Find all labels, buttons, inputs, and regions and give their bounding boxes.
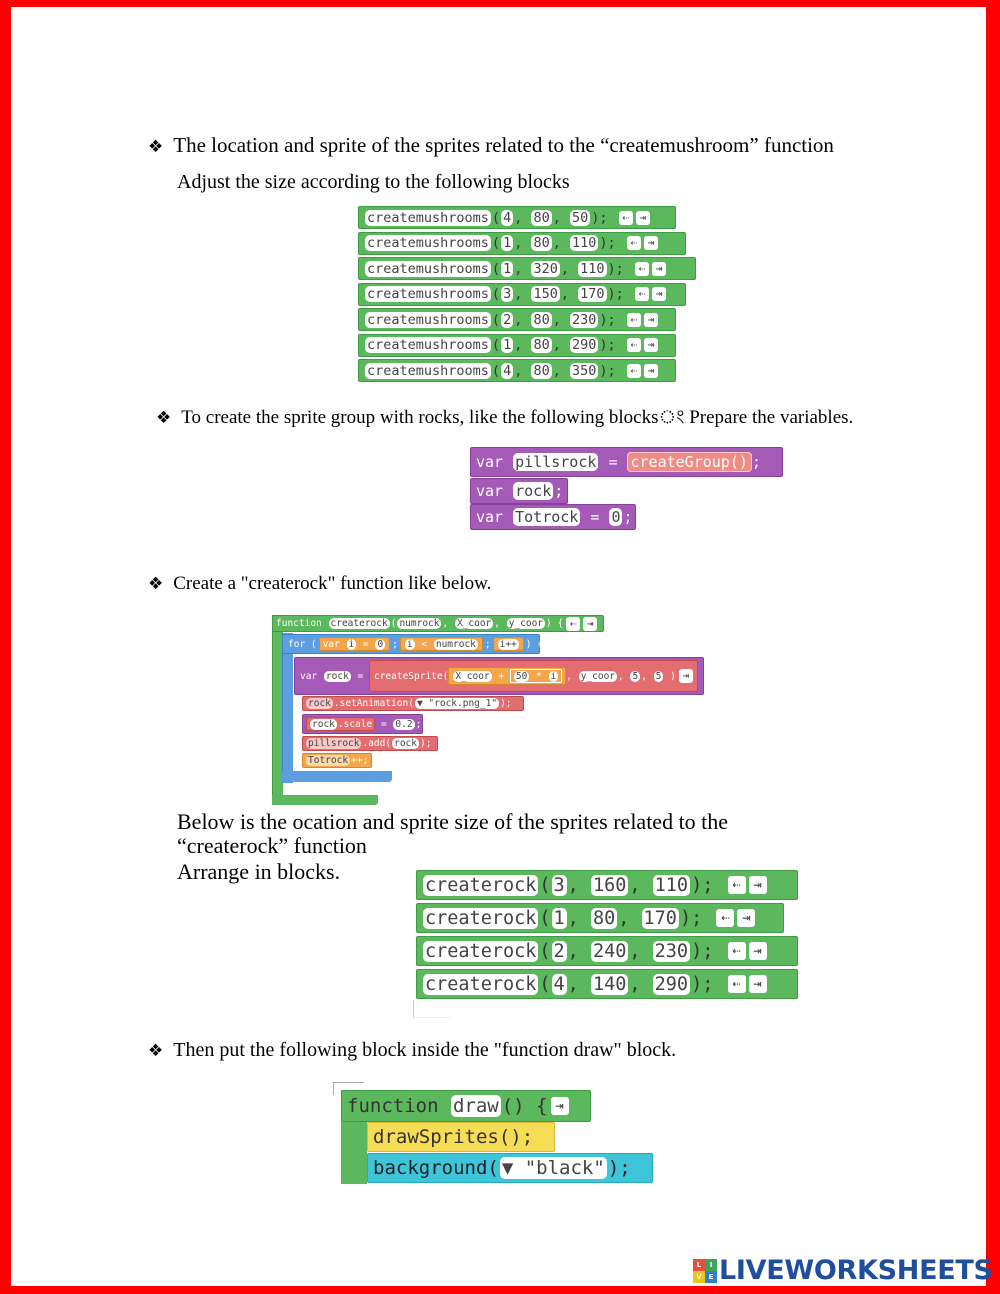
rock-scale-ref[interactable]: rock .scale [306, 717, 375, 731]
param[interactable]: y_coor [508, 618, 544, 629]
arg-x[interactable]: 80 [533, 362, 550, 379]
arg-y[interactable]: 170 [643, 907, 677, 929]
param[interactable]: numrock [399, 618, 440, 629]
arg-y[interactable]: 290 [654, 973, 689, 995]
function-name[interactable]: draw [452, 1095, 499, 1117]
var-rock-createsprite-block[interactable]: var rock = createSprite( X_coor + 50 * i , y_coor , 5 , 5 ) ⇥ ; [294, 657, 704, 695]
for-footer [282, 771, 392, 782]
function-keyword: function [276, 618, 322, 629]
arrow-left-icon[interactable]: ⇠ [635, 287, 649, 301]
arrow-left-icon[interactable]: ⇠ [728, 942, 746, 960]
section1-line1 [148, 133, 834, 158]
arg-count[interactable]: 2 [503, 311, 512, 328]
createrock-block[interactable]: createrock ( 2 , 240 , 230 ); ⇠ ⇥ [416, 936, 798, 966]
section3-text: Create a "createrock" function like below. [173, 573, 492, 594]
for-body-bar [282, 633, 293, 783]
section2-text: To create the sprite group with rocks, like the following blocksং Prepare the variables. [181, 407, 854, 428]
arg-x[interactable]: 140 [592, 973, 627, 995]
function-name[interactable]: createrock [425, 940, 537, 962]
arg-x[interactable]: 80 [533, 337, 550, 353]
function-name[interactable]: createmushrooms [367, 209, 489, 226]
var-pillsrock-block[interactable]: var pillsrock = createGroup() ; [470, 447, 783, 477]
arrow-left-icon[interactable]: ⇠ [716, 909, 734, 927]
section5-line [148, 1039, 676, 1062]
var-name[interactable]: Totrock [515, 508, 579, 526]
function-name[interactable]: createrock [330, 618, 388, 629]
var-keyword: var [300, 670, 318, 682]
arrow-left-icon[interactable]: ⇠ [728, 876, 746, 894]
arg-y[interactable]: 230 [572, 311, 597, 328]
for-keyword: for [288, 638, 306, 650]
arrow-left-icon[interactable]: ⇠ [627, 236, 641, 250]
function-name[interactable]: createmushrooms [367, 286, 489, 302]
arg-y[interactable]: 290 [572, 337, 597, 353]
arrow-right-icon[interactable]: ⇥ [652, 262, 666, 276]
param[interactable]: X_coor [456, 618, 492, 629]
arg-count[interactable]: 4 [553, 973, 565, 995]
x-expression[interactable]: X_coor + 50 * i [448, 667, 566, 685]
createrock-block[interactable]: createrock ( 1 , 80 , 170 ); ⇠ ⇥ [416, 903, 784, 933]
function-keyword: function [347, 1095, 439, 1117]
function-name[interactable]: createrock [425, 973, 537, 995]
function-name[interactable]: createmushrooms [367, 260, 489, 277]
section4-line3: Arrange in blocks. [177, 859, 341, 884]
arrow-left-icon[interactable]: ⇠ [627, 364, 641, 378]
arg-x[interactable]: 240 [592, 940, 627, 962]
create-group-call[interactable]: createGroup() [627, 452, 752, 472]
arg-count[interactable]: 2 [553, 940, 565, 962]
arg-y[interactable]: 170 [580, 286, 605, 302]
arg-x[interactable]: 320 [533, 260, 558, 277]
create-sprite-call[interactable]: createSprite( X_coor + 50 * i , y_coor , 5 , 5 ) ⇥ [369, 660, 698, 692]
function-name[interactable]: createmushrooms [367, 362, 489, 379]
var-name[interactable]: rock [394, 738, 417, 749]
bullet-icon: ❖ [148, 137, 164, 157]
totrock-increment-block[interactable]: Totrock ++; [302, 753, 372, 768]
createrock-block[interactable]: createrock ( 4 , 140 , 290 ); ⇠ ⇥ [416, 969, 798, 999]
createmushrooms-block[interactable]: createmushrooms ( 4 , 80 , 350 ); ⇠ ⇥ [358, 359, 676, 382]
function-name[interactable]: createmushrooms [367, 337, 489, 353]
arg-count[interactable]: 4 [503, 209, 512, 226]
section4-line1: Below is the ocation and sprite size of the sprites related to the [177, 809, 729, 834]
animation-dropdown[interactable]: ▼ "rock.png_1" [416, 698, 498, 709]
function-name[interactable]: createmushrooms [367, 311, 489, 328]
arrow-left-icon[interactable]: ⇠ [728, 975, 746, 993]
function-name[interactable]: createrock [425, 874, 537, 896]
background-block[interactable]: background( ▼ "black" ); [367, 1153, 653, 1183]
var-name[interactable]: pillsrock [515, 453, 597, 471]
var-keyword: var [476, 508, 504, 526]
arg-count[interactable]: 1 [503, 235, 512, 251]
arrow-right-icon[interactable]: ⇥ [749, 975, 767, 993]
scale-value[interactable]: 0.2 [395, 718, 413, 730]
createmushrooms-block[interactable]: createmushrooms ( 1 , 80 , 110 ); ⇠ ⇥ [358, 232, 686, 255]
arg-y[interactable]: 50 [572, 209, 589, 226]
bullet-icon: ❖ [148, 1041, 164, 1061]
arg-count[interactable]: 1 [503, 337, 512, 353]
arrow-right-icon[interactable]: ⇥ [551, 1097, 569, 1115]
arrow-right-icon[interactable]: ⇥ [652, 287, 666, 301]
arrow-left-icon[interactable]: ⇠ [619, 211, 633, 225]
equals-sign: = [608, 453, 618, 471]
logo-letter: V [693, 1271, 705, 1283]
arrow-left-icon[interactable]: ⇠ [627, 338, 641, 352]
section1-line2: Adjust the size according to the following blocks [177, 171, 570, 193]
bullet-icon: ❖ [156, 408, 172, 428]
createrock-block[interactable]: createrock ( 3 , 160 , 110 ); ⇠ ⇥ [416, 870, 798, 900]
arrow-right-icon[interactable]: ⇥ [644, 313, 658, 327]
arrow-right-icon[interactable]: ⇥ [644, 236, 658, 250]
section4-line2: “createrock” function [177, 833, 367, 858]
arg-x[interactable]: 150 [533, 286, 558, 302]
createmushrooms-block[interactable]: createmushrooms ( 3 , 150 , 170 ); ⇠ ⇥ [358, 283, 686, 306]
multiply-expression[interactable]: 50 * i [510, 669, 562, 683]
logo-letter: E [705, 1271, 717, 1283]
var-name[interactable]: rock [515, 482, 552, 500]
arrow-left-icon[interactable]: ⇠ [566, 617, 580, 631]
arrow-right-icon[interactable]: ⇥ [737, 909, 755, 927]
arrow-right-icon[interactable]: ⇥ [644, 338, 658, 352]
rock-blocks-footer [413, 1000, 450, 1018]
for-increment[interactable]: i++ [493, 637, 524, 651]
color-dropdown[interactable]: ▼ "black" [501, 1157, 605, 1179]
number-value[interactable]: 0 [611, 508, 621, 526]
for-init[interactable]: var i = 0 [319, 637, 391, 651]
var-rock-block[interactable]: var rock ; [470, 478, 568, 504]
for-condition[interactable]: i < numrock [400, 637, 483, 651]
var-keyword: var [476, 482, 504, 500]
arg-y[interactable]: 350 [572, 362, 597, 379]
createmushrooms-block[interactable]: createmushrooms ( 4 , 80 , 50 ); ⇠ ⇥ [358, 206, 676, 229]
draw-function-block [333, 1082, 658, 1184]
createmushrooms-block[interactable]: createmushrooms ( 2 , 80 , 230 ); ⇠ ⇥ [358, 308, 676, 331]
arg-count[interactable]: 1 [503, 260, 512, 277]
createmushrooms-block[interactable]: createmushrooms ( 1 , 80 , 290 ); ⇠ ⇥ [358, 334, 676, 357]
arg-x[interactable]: 80 [533, 311, 550, 328]
arrow-left-icon[interactable]: ⇠ [627, 313, 641, 327]
for-header[interactable]: for ( var i = 0 ; i < numrock ; i++ ) { [282, 634, 540, 654]
arg-x[interactable]: 80 [533, 235, 550, 251]
arrow-right-icon[interactable]: ⇥ [636, 211, 650, 225]
section2-line [156, 403, 853, 435]
draw-header[interactable]: function draw () { ⇥ [341, 1090, 591, 1122]
logo-mark-icon [693, 1259, 717, 1283]
function-footer [272, 795, 378, 805]
createrock-function-block [272, 615, 710, 805]
set-animation-block[interactable]: rock .setAnimation( ▼ "rock.png_1" ); [302, 696, 524, 711]
arrow-right-icon[interactable]: ⇥ [749, 876, 767, 894]
function-header[interactable]: function createrock ( numrock , X_coor , y_coor ) { ⇠ ⇥ [272, 615, 604, 632]
arg-y[interactable]: 110 [572, 235, 597, 251]
arg-x[interactable]: 80 [592, 907, 616, 929]
arg-count[interactable]: 3 [503, 286, 512, 302]
arrow-right-icon[interactable]: ⇥ [583, 617, 597, 631]
arrow-right-icon[interactable]: ⇥ [644, 364, 658, 378]
var-totrock-block[interactable]: var Totrock = 0 ; [470, 504, 636, 530]
arg-y[interactable]: 110 [580, 260, 605, 277]
logo-text: LIVEWORKSHEETS [719, 1255, 993, 1286]
createmushrooms-block[interactable]: createmushrooms ( 1 , 320 , 110 ); ⇠ ⇥ [358, 257, 696, 280]
function-name[interactable]: createrock [425, 907, 537, 929]
logo-letter: I [705, 1259, 717, 1271]
var-name[interactable]: rock [325, 670, 349, 682]
bullet-icon: ❖ [148, 574, 164, 594]
arg-y[interactable]: 110 [654, 874, 689, 896]
arrow-right-icon[interactable]: ⇥ [749, 942, 767, 960]
arrow-left-icon[interactable]: ⇠ [635, 262, 649, 276]
var-keyword: var [476, 453, 504, 471]
var-name[interactable]: Totrock [308, 755, 349, 766]
section5-text: Then put the following block inside the "function draw" block. [173, 1039, 677, 1061]
var-name[interactable]: rock [308, 698, 331, 709]
arg-count[interactable]: 3 [553, 874, 565, 896]
arg-y[interactable]: 230 [654, 940, 689, 962]
section3-line [148, 573, 491, 595]
arg-x[interactable]: 80 [533, 209, 550, 226]
function-name[interactable]: createmushrooms [367, 235, 489, 251]
equals-sign: = [590, 508, 600, 526]
arg-count[interactable]: 4 [503, 362, 512, 379]
arrow-right-icon[interactable]: ⇥ [679, 669, 693, 683]
liveworksheets-logo [693, 1255, 993, 1286]
logo-letter: L [693, 1259, 705, 1271]
arg-x[interactable]: 160 [592, 874, 627, 896]
section1-text: The location and sprite of the sprites related to the “createmushroom” function [173, 133, 834, 157]
group-add-block[interactable]: pillsrock .add( rock ); [302, 736, 438, 751]
scale-block[interactable]: rock .scale = 0.2 ; [302, 714, 423, 734]
draw-sprites-block[interactable]: drawSprites(); [367, 1122, 555, 1152]
group-name[interactable]: pillsrock [308, 738, 360, 749]
arg-count[interactable]: 1 [553, 907, 565, 929]
